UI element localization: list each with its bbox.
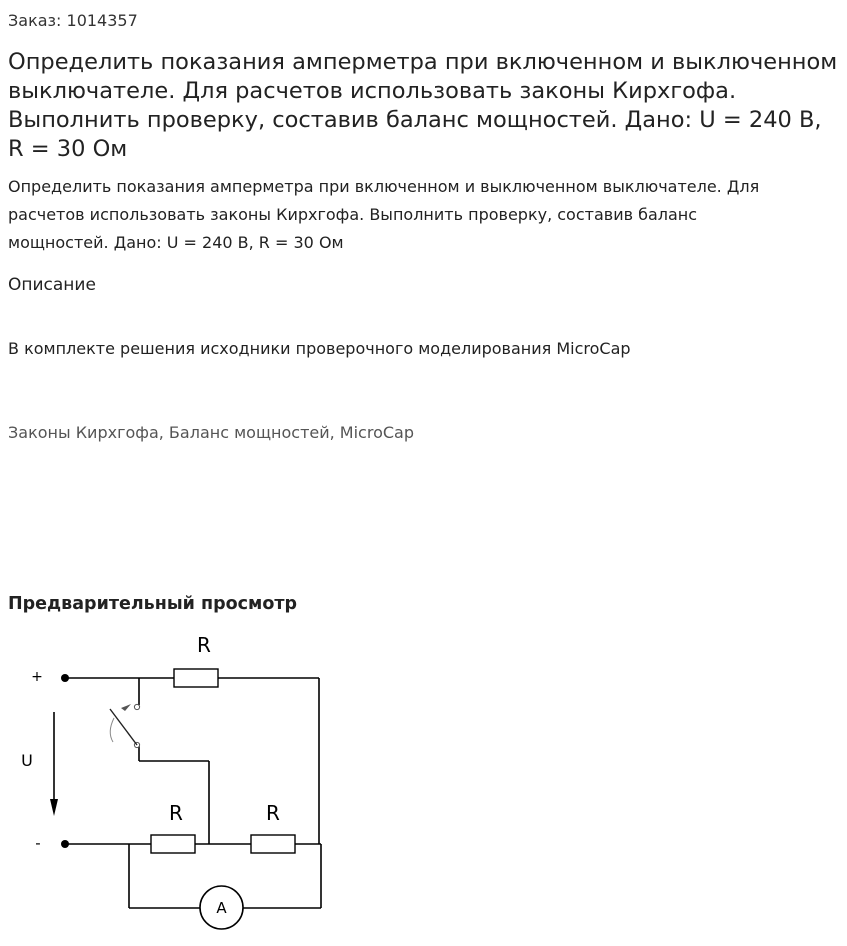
ammeter-label: A xyxy=(216,899,227,917)
resistor-right-label: R xyxy=(266,801,280,825)
preview-heading: Предварительный просмотр xyxy=(8,594,298,614)
description-heading: Описание xyxy=(8,275,96,295)
voltage-label: U xyxy=(21,751,33,770)
switch-symbol xyxy=(110,704,140,748)
resistor-top-label: R xyxy=(197,633,211,657)
description-text: В комплекте решения исходники проверочного моделирования MicroCap xyxy=(8,339,631,358)
tags-list: Законы Кирхгофа, Баланс мощностей, MicroCap xyxy=(8,423,414,442)
resistor-top xyxy=(174,669,218,687)
terminal-plus xyxy=(61,674,69,682)
voltage-arrow-head xyxy=(50,799,58,816)
resistor-left-label: R xyxy=(169,801,183,825)
task-summary: Определить показания амперметра при включенном и выключенном выключателе. Для расчетов использовать законы Кирхгофа. Выполнить проверку, составив баланс мощностей. Дано: U = 240 В, R = 30 Ом xyxy=(8,177,760,252)
page-title: Определить показания амперметра при включенном и выключенном выключателе. Для расчетов использовать законы Кирхгофа. Выполнить проверку, составив баланс мощностей. Дано: U = 240 В, R = 30 Ом xyxy=(8,49,838,162)
circuit-diagram xyxy=(0,625,340,940)
order-number: Заказ: 1014357 xyxy=(8,11,138,30)
resistor-left xyxy=(151,835,195,853)
minus-label: - xyxy=(35,834,41,852)
resistor-right xyxy=(251,835,295,853)
plus-label: + xyxy=(31,669,43,685)
terminal-minus xyxy=(61,840,69,848)
